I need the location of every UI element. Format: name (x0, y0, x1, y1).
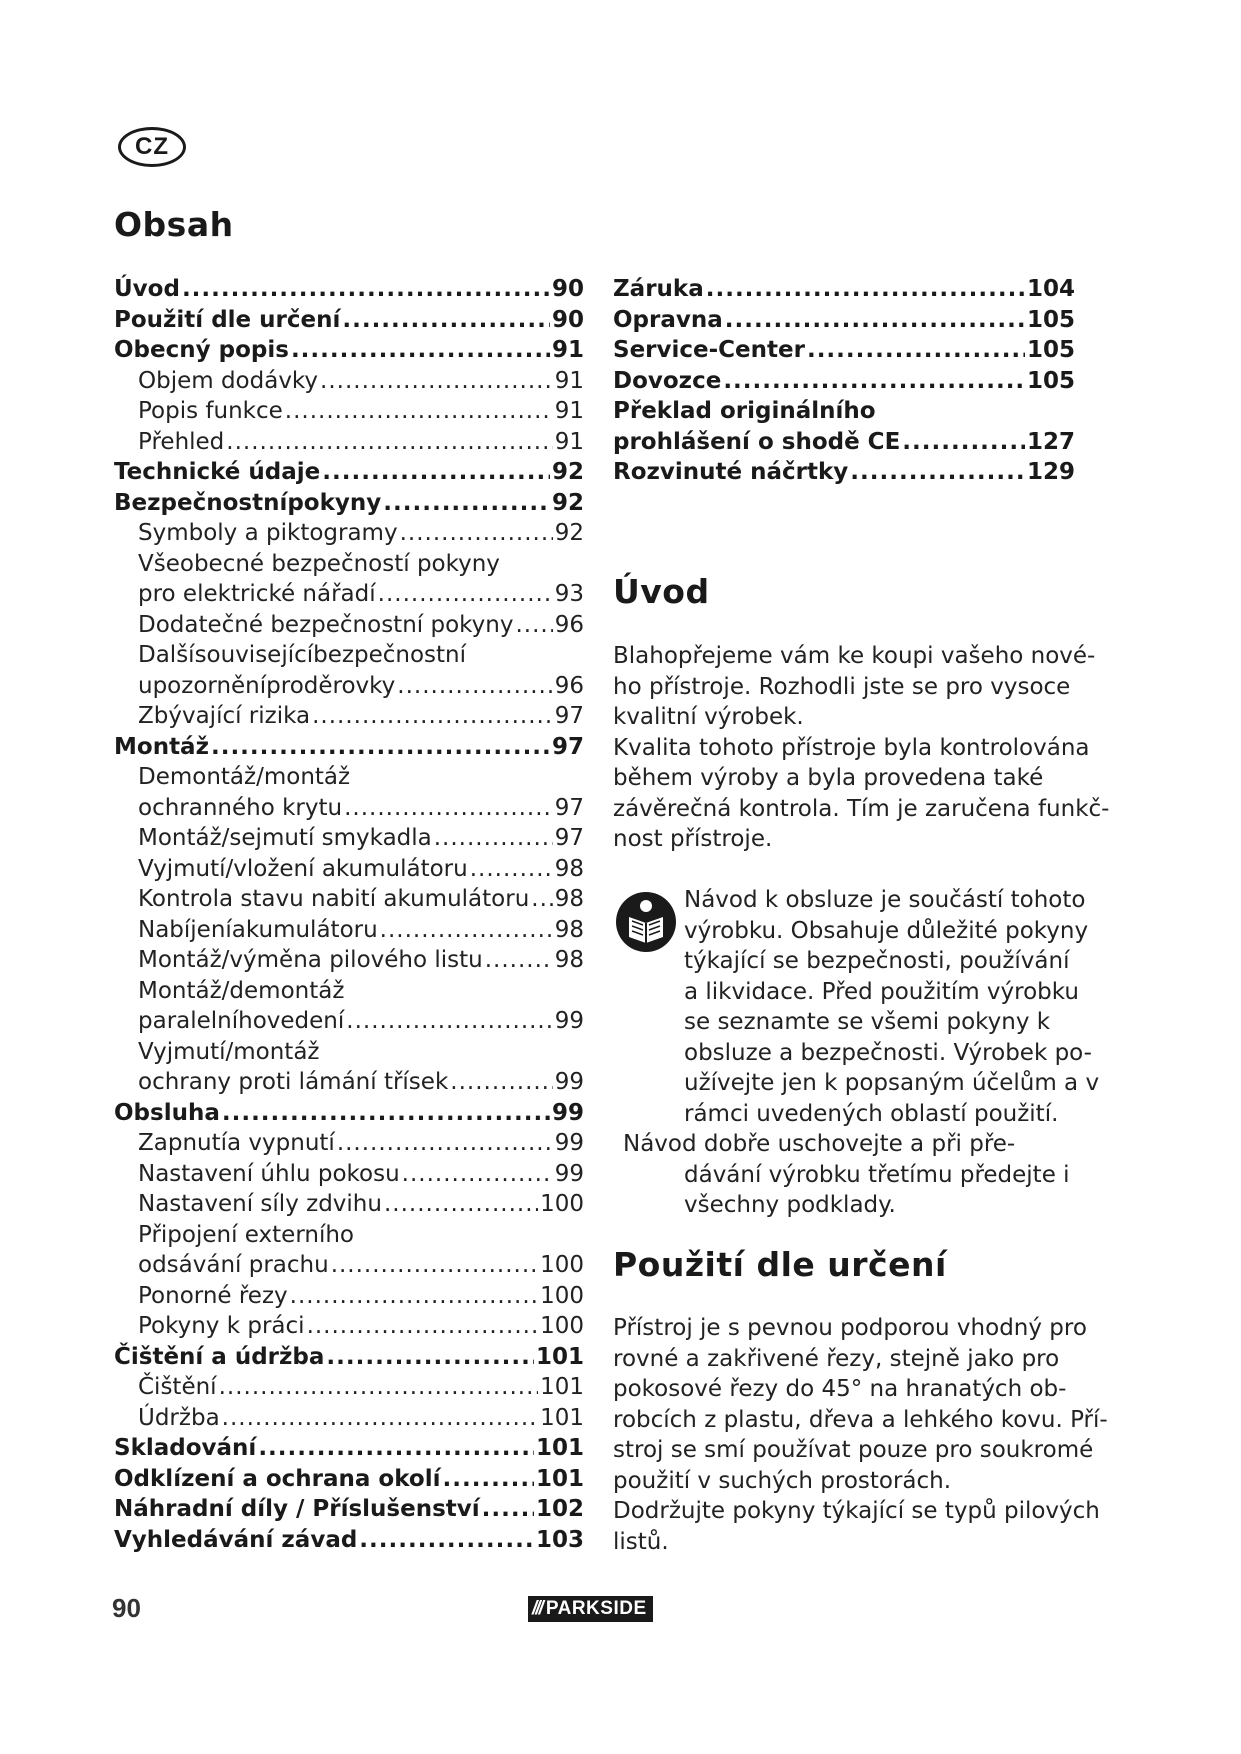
usage-line: Přístroj je s pevnou podporou vhodný pro (613, 1315, 1087, 1341)
toc-entry (114, 825, 584, 856)
toc-dot-leader (706, 276, 1025, 302)
language-badge (118, 127, 186, 167)
toc-dot-leader (725, 307, 1025, 333)
toc-entry-line: Montáž/demontáž (138, 977, 345, 1004)
toc-dot-leader (326, 1344, 534, 1370)
toc-entry-page: 91 (554, 398, 584, 424)
intro-heading: Úvod (613, 572, 710, 611)
toc-dot-leader (211, 734, 550, 760)
toc-entry (114, 886, 584, 917)
usage-line: použití v suchých prostorách. (613, 1467, 952, 1494)
toc-entry-title: Symboly a piktogramy (138, 520, 398, 546)
toc-entry-page: 97 (554, 794, 584, 821)
notice-line: výrobku. Obsahuje důležité pokyny (684, 917, 1089, 944)
toc-entry-page: 96 (554, 611, 584, 638)
toc-entry (114, 1069, 584, 1100)
toc-dot-leader (222, 1100, 550, 1126)
toc-entry-page: 99 (551, 1099, 584, 1126)
toc-entry-page: 100 (540, 1252, 584, 1278)
toc-entry (114, 1496, 584, 1527)
intro-paragraph (613, 641, 1109, 855)
toc-entry (114, 307, 584, 338)
toc-entry (114, 1344, 584, 1375)
toc-entry-title: ochranného krytu (138, 794, 343, 821)
toc-dot-leader (337, 1130, 553, 1156)
toc-entry (114, 612, 584, 643)
toc-entry-page: 91 (551, 337, 584, 363)
usage-line: listů. (613, 1528, 669, 1555)
toc-dot-leader (515, 612, 552, 638)
toc-entry (114, 459, 584, 490)
intro-line: Kvalita tohoto přístroje byla kontrolována (613, 734, 1090, 761)
toc-entry-page: 97 (554, 825, 584, 851)
toc-entry (114, 856, 584, 887)
toc-dot-leader (291, 337, 550, 363)
toc-entry-page: 127 (1026, 428, 1075, 455)
toc-dot-leader (442, 1466, 534, 1492)
toc-entry-title: Náhradní díly / Příslušenství (114, 1496, 480, 1522)
toc-dot-leader (482, 1496, 534, 1522)
toc-entry-title: Odklízení a ochrana okolí (114, 1465, 441, 1492)
toc-entry (613, 307, 1075, 338)
toc-entry (114, 581, 584, 612)
toc-entry-title: Zbývající rizika (138, 703, 311, 729)
usage-heading: Použití dle určení (613, 1245, 947, 1284)
toc-dot-leader (434, 825, 553, 851)
toc-dot-leader (290, 1283, 538, 1309)
toc-entry-line: Všeobecné bezpečností pokyny (138, 550, 500, 577)
notice-line: rámci uvedených oblastí použití. (684, 1100, 1059, 1127)
toc-entry-page: 96 (554, 672, 584, 699)
toc-entry-title: ochrany proti lámání třísek (138, 1069, 449, 1095)
toc-entry-page: 98 (554, 886, 584, 912)
usage-line: pokosové řezy do 45° na hranatých ob- (613, 1376, 1067, 1402)
brand-name: PARKSIDE (545, 1598, 647, 1619)
intro-line: nost přístroje. (613, 826, 773, 852)
toc-right-column (613, 276, 1075, 490)
intro-line: ho přístroje. Rozhodli jste se pro vysoce (613, 673, 1071, 700)
toc-entry-page: 102 (535, 1496, 584, 1522)
toc-entry-page: 101 (535, 1435, 584, 1461)
toc-dot-leader (182, 276, 550, 302)
toc-entry-page: 99 (554, 1008, 584, 1034)
toc-entry-title: Čištění a údržba (114, 1343, 325, 1370)
toc-dot-leader (307, 1313, 539, 1339)
intro-line: závěrečná kontrola. Tím je zaručena funkč- (613, 795, 1110, 822)
toc-entry-page: 92 (554, 520, 584, 546)
notice-line: se seznamte se všemi pokyny k (684, 1009, 1051, 1035)
toc-entry (114, 1191, 584, 1222)
notice-line: týkající se bezpečnosti, používání (684, 948, 1070, 974)
usage-line: rovné a zakřivené řezy, stejně jako pro (613, 1345, 1060, 1372)
usage-paragraph (613, 1313, 1108, 1557)
toc-dot-leader (531, 886, 552, 912)
toc-entry (114, 276, 584, 307)
toc-dot-leader (320, 368, 553, 394)
brand-slashes: /// (532, 1598, 542, 1619)
toc-entry (114, 1100, 584, 1131)
toc-entry (114, 1252, 584, 1283)
notice-line: a likvidace. Před použitím výrobku (684, 978, 1079, 1005)
toc-entry-page: 99 (554, 1130, 584, 1156)
toc-dot-leader (258, 1435, 534, 1461)
toc-entry-title: Montáž (114, 733, 209, 760)
usage-line: Dodržujte pokyny týkající se typů pilových (613, 1498, 1100, 1524)
toc-entry-title: Údržba (138, 1404, 220, 1431)
toc-dot-leader (397, 673, 552, 699)
toc-entry-title: Montáž/sejmutí smykadla (138, 825, 432, 851)
toc-entry (114, 734, 584, 765)
toc-entry-title: Rozvinuté náčrtky (613, 459, 849, 485)
toc-entry-page: 90 (551, 306, 584, 333)
toc-entry-page: 100 (540, 1191, 584, 1217)
toc-entry-page: 105 (1026, 367, 1075, 394)
toc-entry (114, 1435, 584, 1466)
toc-entry (613, 337, 1075, 368)
intro-line: Blahopřejeme vám ke koupi vašeho nové- (613, 643, 1096, 669)
toc-entry-page: 100 (540, 1313, 584, 1339)
toc-entry (114, 1313, 584, 1344)
toc-entry (114, 490, 584, 521)
toc-entry-page: 97 (551, 733, 584, 760)
toc-dot-leader (359, 1527, 534, 1553)
toc-entry (114, 795, 584, 826)
toc-entry (114, 673, 584, 704)
toc-entry-title: Použití dle určení (114, 306, 341, 333)
toc-entry-title: Zapnutía vypnutí (138, 1130, 335, 1156)
toc-entry-title: Service-Center (613, 337, 805, 363)
notice-line: Návod dobře uschovejte a při pře- (623, 1131, 1016, 1157)
toc-title: Obsah (114, 205, 234, 244)
toc-entry-page: 98 (554, 855, 584, 882)
toc-dot-leader (902, 429, 1025, 455)
toc-entry-title: paralelníhovedení (138, 1008, 345, 1034)
toc-entry-page: 98 (554, 947, 584, 973)
toc-entry-page: 91 (554, 367, 584, 394)
toc-entry-page: 90 (551, 276, 584, 302)
toc-entry (114, 398, 584, 429)
toc-entry-title: Kontrola stavu nabití akumulátoru (138, 886, 530, 912)
toc-entry (114, 1130, 584, 1161)
toc-dot-leader (807, 337, 1025, 363)
toc-entry (114, 520, 584, 551)
toc-entry-title: Nastavení úhlu pokosu (138, 1160, 400, 1187)
toc-entry (613, 459, 1075, 490)
toc-dot-leader (384, 1191, 538, 1217)
toc-entry-page: 99 (554, 1160, 584, 1187)
toc-dot-leader (723, 368, 1025, 394)
toc-entry (114, 1527, 584, 1558)
toc-entry-page: 105 (1026, 337, 1075, 363)
intro-line: během výroby a byla provedena také (613, 765, 1044, 791)
toc-dot-leader (402, 1161, 553, 1187)
toc-entry (114, 1466, 584, 1497)
toc-dot-leader (450, 1069, 552, 1095)
language-badge-label: CZ (135, 133, 169, 160)
toc-entry-title: Objem dodávky (138, 367, 319, 394)
toc-dot-leader (226, 429, 552, 455)
toc-entry-title: pro elektrické nářadí (138, 581, 376, 607)
parkside-logo (528, 1596, 653, 1622)
toc-entry (613, 276, 1075, 307)
toc-entry-title: Záruka (613, 276, 704, 302)
toc-dot-leader (322, 459, 550, 485)
toc-entry-page: 101 (540, 1374, 584, 1400)
toc-entry-title: odsávání prachu (138, 1252, 329, 1278)
notice-line: všechny podklady. (684, 1192, 896, 1218)
toc-entry-title: Pokyny k práci (138, 1313, 305, 1339)
toc-entry (613, 429, 1075, 460)
toc-dot-leader (485, 947, 553, 973)
toc-entry-page: 104 (1026, 276, 1075, 302)
toc-entry-title: Ponorné řezy (138, 1282, 288, 1309)
toc-entry-title: Nastavení síly zdvihu (138, 1191, 382, 1217)
toc-entry-line: Dalšísouvisejícíbezpečnostní (138, 642, 466, 668)
toc-entry-page: 92 (551, 459, 584, 485)
toc-dot-leader (222, 1405, 538, 1431)
toc-entry-title: Vyjmutí/vložení akumulátoru (138, 855, 468, 882)
toc-entry-page: 93 (554, 581, 584, 607)
toc-entry (114, 1161, 584, 1192)
usage-line: stroj se smí používat pouze pro soukromé (613, 1437, 1094, 1463)
toc-entry-line: Připojení externího (138, 1221, 354, 1248)
toc-entry-title: Čištění (138, 1374, 217, 1400)
toc-entry-title: Technické údaje (114, 459, 321, 485)
toc-entry-line: Vyjmutí/montáž (138, 1038, 320, 1065)
toc-entry-page: 97 (554, 703, 584, 729)
manual-notice (613, 885, 1099, 1221)
toc-entry-page: 103 (535, 1526, 584, 1553)
toc-dot-leader (383, 490, 550, 516)
toc-dot-leader (850, 459, 1025, 485)
toc-entry-page: 101 (535, 1465, 584, 1492)
toc-entry (114, 917, 584, 948)
toc-entry-title: Montáž/výměna pilového listu (138, 947, 483, 973)
page-number: 90 (112, 1593, 141, 1623)
toc-dot-leader (380, 917, 553, 943)
toc-entry (114, 429, 584, 460)
toc-entry-title: Obecný popis (114, 337, 289, 363)
toc-entry-title: upozorněníproděrovky (138, 672, 396, 699)
toc-entry-title: Obsluha (114, 1099, 220, 1126)
toc-entry-title: Nabíjeníakumulátoru (138, 916, 378, 943)
toc-entry (114, 1374, 584, 1405)
toc-entry-page: 101 (540, 1404, 584, 1431)
toc-entry-title: Opravna (613, 306, 723, 333)
toc-dot-leader (346, 1008, 552, 1034)
toc-entry-title: prohlášení o shodě CE (613, 428, 901, 455)
toc-entry-page: 105 (1026, 306, 1075, 333)
toc-entry (114, 337, 584, 368)
toc-entry-page: 99 (554, 1069, 584, 1095)
toc-dot-leader (470, 856, 553, 882)
toc-entry-line: Demontáž/montáž (138, 764, 351, 790)
toc-entry-title: Úvod (114, 276, 180, 302)
toc-entry-page: 100 (540, 1282, 584, 1309)
toc-entry (114, 1008, 584, 1039)
toc-dot-leader (331, 1252, 538, 1278)
toc-entry-line: Překlad originálního (613, 398, 876, 424)
toc-entry-title: Dovozce (613, 367, 722, 394)
toc-entry-title: Popis funkce (138, 398, 283, 424)
toc-dot-leader (400, 520, 553, 546)
toc-dot-leader (344, 795, 553, 821)
toc-entry-page: 129 (1026, 459, 1075, 485)
notice-line: užívejte jen k popsaným účelům a v (684, 1070, 1100, 1096)
toc-entry-page: 91 (554, 428, 584, 455)
notice-line: obsluze a bezpečnosti. Výrobek po- (684, 1039, 1092, 1066)
notice-line: dávání výrobku třetímu předejte i (684, 1161, 1070, 1188)
intro-line: kvalitní výrobek. (613, 704, 804, 730)
toc-entry (114, 1405, 584, 1436)
usage-line: robcích z plastu, dřeva a lehkého kovu. Pří- (613, 1406, 1108, 1433)
notice-line: Návod k obsluze je součástí tohoto (684, 887, 1086, 913)
toc-left-column (114, 276, 584, 1557)
toc-entry (613, 368, 1075, 399)
toc-entry-page: 98 (554, 916, 584, 943)
toc-entry-title: Bezpečnostnípokyny (114, 489, 382, 516)
toc-dot-leader (312, 703, 553, 729)
toc-entry-title: Skladování (114, 1435, 257, 1461)
toc-entry-title: Přehled (138, 428, 225, 455)
toc-entry (114, 1283, 584, 1314)
toc-entry-title: Dodatečné bezpečnostní pokyny (138, 611, 514, 638)
toc-entry (114, 947, 584, 978)
toc-entry-title: Vyhledávání závad (114, 1526, 358, 1553)
toc-dot-leader (219, 1374, 539, 1400)
toc-dot-leader (342, 307, 550, 333)
toc-dot-leader (285, 398, 553, 424)
toc-entry (114, 703, 584, 734)
toc-dot-leader (378, 581, 553, 607)
toc-entry (114, 368, 584, 399)
toc-entry-page: 101 (535, 1343, 584, 1370)
toc-entry-page: 92 (551, 489, 584, 516)
